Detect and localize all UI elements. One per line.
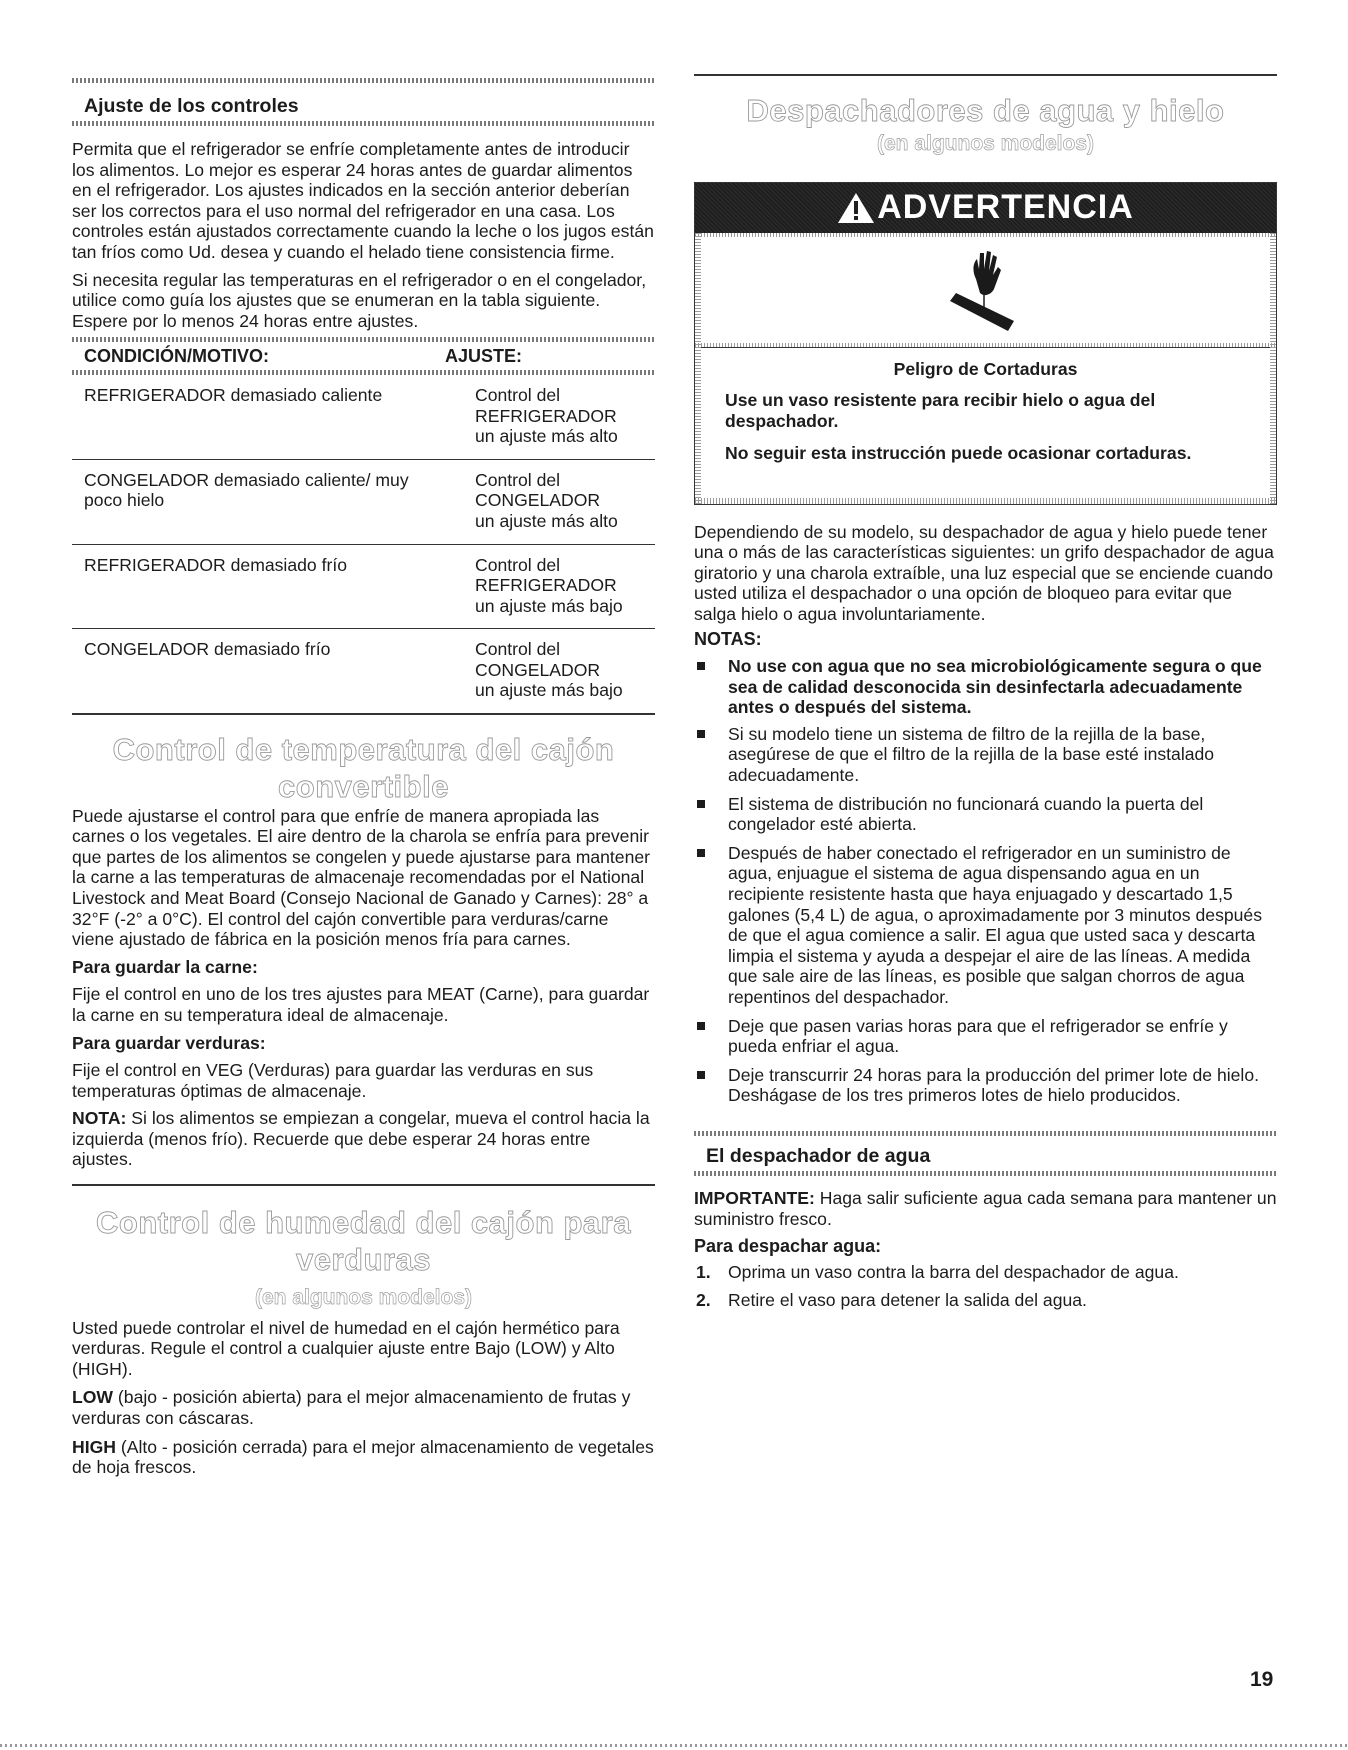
paragraph-nota bbox=[72, 1108, 655, 1170]
warning-banner-text bbox=[837, 188, 1134, 227]
setting-line: Control del bbox=[475, 639, 561, 660]
section-rule bbox=[72, 1184, 655, 1186]
dotted-rule bbox=[72, 78, 655, 83]
setting-line: CONGELADOR bbox=[475, 659, 601, 680]
steps-list bbox=[694, 1262, 1277, 1311]
hatched-border bbox=[695, 498, 1276, 504]
humedad-title-line-2: verduras bbox=[296, 1241, 431, 1277]
importante-text: Haga salir suficiente agua cada semana para mantener un suministro fresco. bbox=[694, 1187, 1277, 1229]
paragraph-convertible: Puede ajustarse el control para que enfríe de manera apropiada las carnes o los vegetales. El aire dentro de la charola se enfría para prevenir que partes de los alimentos se congelen y puede ajustarse para mantener la carne a las temperaturas de almacenaje recomendadas por el National Livestock and Meat Board (Consejo Nacional de Ganado y Carnes): 28° a 32°F (-2° a 0°C). El control del cajón convertible para verduras/carne viene ajustado de fábrica en la posición menos fría para carnes. bbox=[72, 805, 651, 950]
list-item: Si su modelo tiene un sistema de filtro de la rejilla de la base, asegúrese de que el filtro de la rejilla de la base esté instalado adecuadamente. bbox=[694, 724, 1277, 786]
table-cell-setting bbox=[475, 459, 655, 544]
table-cell-condition: CONGELADOR demasiado frío bbox=[84, 639, 331, 660]
dotted-rule bbox=[694, 1131, 1277, 1136]
heading-carne: Para guardar la carne: bbox=[72, 956, 258, 977]
heading-despachar: Para despachar agua: bbox=[694, 1236, 882, 1257]
warning-hazard-title: Peligro de Cortaduras bbox=[893, 359, 1078, 379]
importante-label: IMPORTANTE: bbox=[694, 1187, 815, 1208]
table-header-setting: AJUSTE: bbox=[445, 346, 523, 367]
settings-table-body bbox=[72, 375, 655, 713]
low-text: (bajo - posición abierta) para el mejor almacenamiento de frutas y verduras con cáscaras. bbox=[72, 1387, 631, 1428]
table-header-row bbox=[72, 342, 655, 370]
paragraph-ajuste-1: Permita que el refrigerador se enfríe completamente antes de introducir los alimentos. Lo mejor es esperar 24 horas antes de guardar alimentos en el refrigerador. Los ajustes indicados en la sección anterior deberían ser los correctos para el uso normal del refrigerador en una casa. Los controles están ajustados correctamente cuando la leche o los jugos están tan fríos como Ud. desea y cuando el helado tiene consistencia firme. bbox=[72, 139, 654, 262]
step-text: Retire el vaso para detener la salida del agua. bbox=[728, 1290, 1087, 1311]
notas-heading: NOTAS: bbox=[694, 629, 762, 650]
dotted-rule bbox=[694, 1171, 1277, 1176]
setting-line: CONGELADOR bbox=[475, 490, 601, 511]
step-number: 1. bbox=[696, 1261, 711, 1282]
list-item: Deje transcurrir 24 horas para la producción del primer lote de hielo. Deshágase de los tres primeros lotes de hielo producidos. bbox=[694, 1065, 1277, 1106]
section-heading-ajuste: Ajuste de los controles bbox=[84, 95, 299, 117]
paragraph-humedad: Usted puede controlar el nivel de humedad en el cajón hermético para verduras. Regule el control a cualquier ajuste entre Bajo (LOW) y Alto (HIGH). bbox=[72, 1317, 620, 1379]
warning-triangle-icon bbox=[837, 192, 875, 224]
setting-line: un ajuste más bajo bbox=[475, 595, 623, 616]
table-row bbox=[72, 375, 655, 459]
section-rule bbox=[72, 713, 655, 715]
step-number: 2. bbox=[696, 1290, 711, 1311]
heading-verduras: Para guardar verduras: bbox=[72, 1032, 266, 1053]
settings-table bbox=[72, 342, 655, 370]
left-column bbox=[72, 0, 655, 1478]
cut-hazard-icon bbox=[695, 237, 1276, 343]
table-cell-condition: REFRIGERADOR demasiado frío bbox=[84, 554, 348, 575]
paragraph-high bbox=[72, 1437, 655, 1478]
warning-line-2: No seguir esta instrucción puede ocasionar cortaduras. bbox=[725, 443, 1192, 464]
hatched-border bbox=[1270, 233, 1276, 504]
paragraph-low bbox=[72, 1387, 655, 1428]
low-label: LOW bbox=[72, 1387, 114, 1408]
bottom-edge bbox=[0, 1744, 1348, 1747]
list-item: El sistema de distribución no funcionará cuando la puerta del congelador esté abierta. bbox=[694, 794, 1277, 835]
dispenser-subtitle: (en algunos modelos) bbox=[876, 131, 1094, 155]
warning-line-1: Use un vaso resistente para recibir hielo o agua del despachador. bbox=[725, 390, 1156, 431]
list-item: No use con agua que no sea microbiológicamente segura o que sea de calidad desconocida sin desinfectarla adecuadamente antes o después del sistema. bbox=[694, 656, 1277, 718]
list-item bbox=[694, 1290, 1277, 1311]
warning-box bbox=[694, 182, 1277, 505]
cut-hazard-icon bbox=[946, 245, 1026, 335]
setting-line: REFRIGERADOR bbox=[475, 575, 617, 596]
table-cell-setting bbox=[475, 629, 655, 713]
table-row bbox=[72, 459, 655, 544]
table-cell-condition: CONGELADOR demasiado caliente/ muy poco hielo bbox=[84, 469, 409, 511]
convertible-title-line-1: Control de temperatura del cajón bbox=[112, 731, 615, 767]
table-cell-condition: REFRIGERADOR demasiado caliente bbox=[84, 384, 383, 405]
high-label: HIGH bbox=[72, 1436, 116, 1457]
table-cell-setting bbox=[475, 375, 655, 459]
hatched-border bbox=[695, 233, 701, 504]
nota-text: Si los alimentos se empiezan a congelar, mueva el control hacia la izquierda (menos frío). Recuerde que debe esperar 24 horas entre ajustes. bbox=[72, 1108, 650, 1170]
dispenser-title bbox=[694, 92, 1277, 158]
right-column bbox=[694, 0, 1277, 1311]
step-text: Oprima un vaso contra la barra del despachador de agua. bbox=[728, 1261, 1179, 1282]
setting-line: Control del bbox=[475, 469, 561, 490]
humedad-title-line-1: Control de humedad del cajón para bbox=[96, 1204, 631, 1240]
list-item bbox=[694, 1262, 1277, 1283]
paragraph-importante bbox=[694, 1188, 1277, 1229]
convertible-title bbox=[72, 731, 655, 805]
high-text: (Alto - posición cerrada) para el mejor almacenamiento de vegetales de hoja frescos. bbox=[72, 1436, 654, 1478]
list-item: Deje que pasen varias horas para que el refrigerador se enfríe y pueda enfriar el agua. bbox=[694, 1016, 1277, 1057]
table-row bbox=[72, 544, 655, 629]
warning-banner-label: ADVERTENCIA bbox=[877, 188, 1134, 226]
setting-line: Control del bbox=[475, 384, 561, 405]
paragraph-carne: Fije el control en uno de los tres ajustes para MEAT (Carne), para guardar la carne en su temperatura ideal de almacenaje. bbox=[72, 984, 650, 1025]
setting-line: un ajuste más alto bbox=[475, 426, 618, 447]
paragraph-ajuste-2: Si necesita regular las temperaturas en el refrigerador o en el congelador, utilice como guía los ajustes que se enumeran en la tabla siguiente. Espere por lo menos 24 horas entre ajustes. bbox=[72, 269, 647, 331]
table-row bbox=[72, 629, 655, 713]
notas-list bbox=[694, 656, 1277, 1106]
section-heading-agua: El despachador de agua bbox=[706, 1144, 931, 1167]
warning-body bbox=[695, 348, 1276, 464]
paragraph-verduras: Fije el control en VEG (Verduras) para guardar las verduras en sus temperaturas óptimas de almacenaje. bbox=[72, 1060, 594, 1101]
setting-line: Control del bbox=[475, 554, 561, 575]
warning-banner bbox=[695, 183, 1276, 233]
dotted-rule bbox=[72, 121, 655, 126]
paragraph-intro: Dependiendo de su modelo, su despachador de agua y hielo puede tener una o más de las características siguientes: un grifo despachador de agua giratorio y una charola extraíble, una luz especial que se enciende cuando usted utiliza el despachador o una opción de bloqueo para evitar que salga hielo o agua involuntariamente. bbox=[694, 521, 1274, 624]
humedad-title bbox=[72, 1204, 655, 1312]
setting-line: REFRIGERADOR bbox=[475, 405, 617, 426]
humedad-subtitle: (en algunos modelos) bbox=[254, 1285, 472, 1309]
nota-label: NOTA: bbox=[72, 1108, 127, 1129]
convertible-title-line-2: convertible bbox=[278, 768, 449, 804]
setting-line: un ajuste más alto bbox=[475, 510, 618, 531]
setting-line: un ajuste más bajo bbox=[475, 680, 623, 701]
dispenser-title-line: Despachadores de agua y hielo bbox=[746, 92, 1225, 128]
list-item: Después de haber conectado el refrigerador en un suministro de agua, enjuague el sistema de agua dispensando agua en un recipiente resistente hasta que haya enjuagado y descartado 1,5 galones (5,4 L) de agua, o aproximadamente por 3 minutos después de que el agua comience a salir. El agua que usted saca y descarta limpia el sistema y ayuda a despejar el aire de las líneas. A medida que sale aire de las líneas, es posible que salgan chorros de agua repentinos del despachador. bbox=[694, 843, 1277, 1008]
table-cell-setting bbox=[475, 544, 655, 629]
page-number: 19 bbox=[1250, 1668, 1274, 1691]
table-header-condition: CONDICIÓN/MOTIVO: bbox=[84, 346, 269, 367]
section-rule bbox=[694, 74, 1277, 76]
